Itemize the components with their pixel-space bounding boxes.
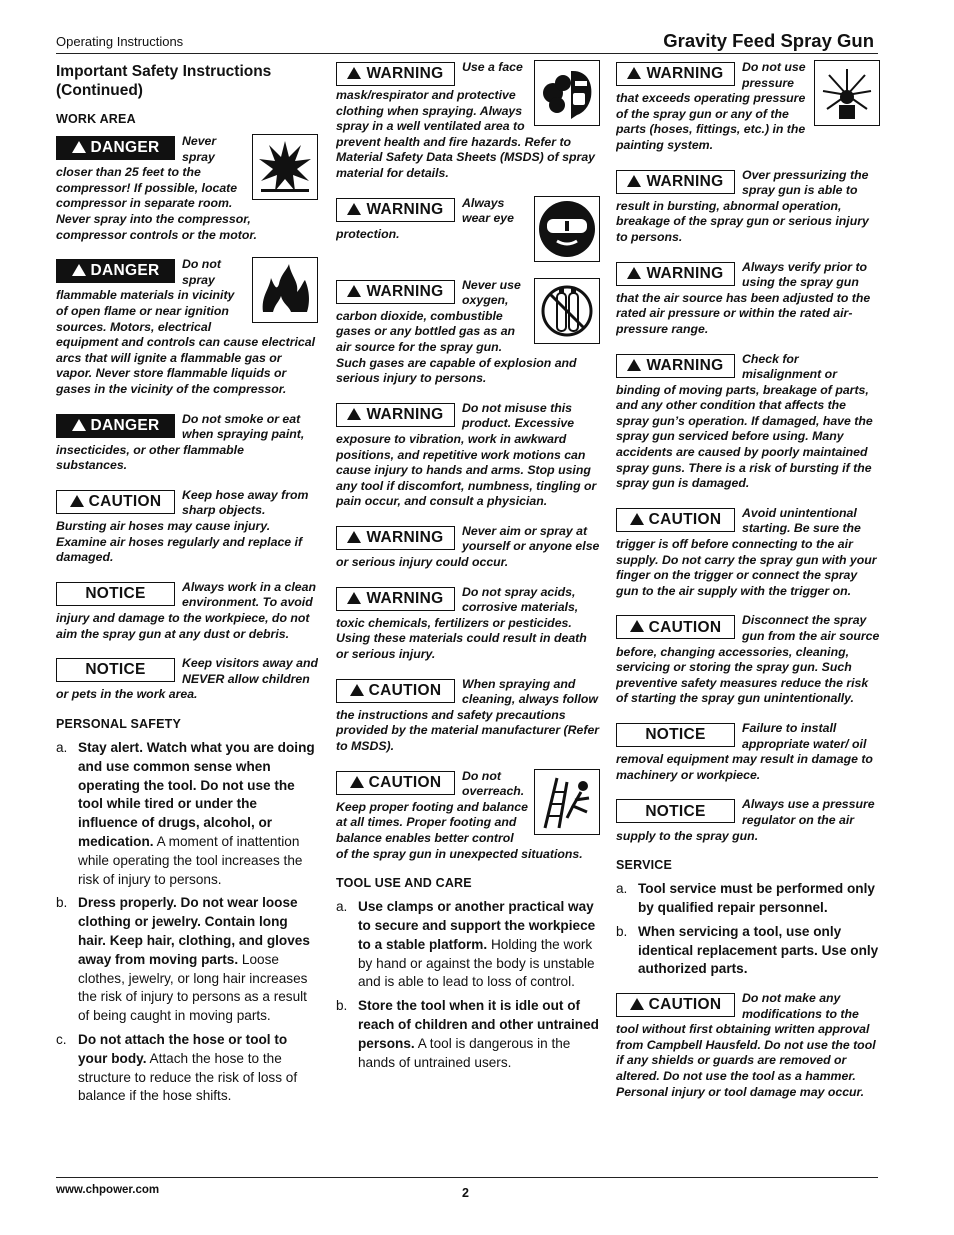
safety-block <box>336 278 600 387</box>
alert-triangle-icon <box>347 531 361 543</box>
alert-triangle-icon <box>630 513 644 525</box>
safety-block <box>336 196 600 264</box>
list-item: a. Use clamps or another practical way to secure and support the workpiece to a stable platform. Holding the work by hand or against the body is unstable and is able to lead to loss of control. <box>336 899 596 990</box>
alert-triangle-icon <box>347 203 361 215</box>
caution-badge: CAUTION <box>616 508 735 532</box>
ladder-fall-icon <box>534 769 600 835</box>
heading-service: SERVICE <box>616 858 673 873</box>
block-text: Check for misalignment or binding of moving parts, breakage of parts, and any other condition that affects the spray gun’s operation. If damaged, have the spray gun serviced before using. Many accidents are caused by poorly maintained spray guns. There is a risk of bursting if the spray gun is damaged. <box>616 351 873 491</box>
block-text: Always work in a clean environment. To avoid injury and damage to the workpiece, do not aim the spray gun at any dust or debris. <box>56 579 316 641</box>
warning-badge: WARNING <box>336 587 455 611</box>
caution-badge: CAUTION <box>336 679 455 703</box>
block-text: Never spray closer than 25 feet to the compressor! If possible, locate compressor in separate room. Never spray into the compressor, compressor controls or the motor. <box>56 134 257 242</box>
warning-badge: WARNING <box>616 262 735 286</box>
block-text: Do not overreach. Keep proper footing and balance at all times. Proper footing and balance enables better control of the spray gun in unexpected situations. <box>336 768 583 861</box>
safety-block <box>616 260 880 338</box>
safety-block <box>616 797 880 844</box>
page-number: 2 <box>462 1186 469 1200</box>
section-title: Important Safety Instructions (Continued) <box>56 63 272 99</box>
safety-block <box>616 991 880 1100</box>
notice-badge: NOTICE <box>56 582 175 606</box>
block-text: When spraying and cleaning, always follow the instructions and safety precautions provided by the material manufacturer (Refer to MSDS). <box>336 676 600 753</box>
column-1 <box>56 60 318 1118</box>
alert-triangle-icon <box>627 359 641 371</box>
safety-block <box>616 168 880 246</box>
warning-badge: WARNING <box>336 403 455 427</box>
block-text: Failure to install appropriate water/ oil removal equipment may result in damage to machinery or workpiece. <box>616 720 873 782</box>
safety-block <box>56 412 318 474</box>
alert-triangle-icon <box>72 141 86 153</box>
warning-badge: WARNING <box>616 62 735 86</box>
header-product-title: Gravity Feed Spray Gun <box>663 30 874 51</box>
safety-block <box>616 506 880 600</box>
alert-triangle-icon <box>347 408 361 420</box>
alert-triangle-icon <box>627 267 641 279</box>
block-text: Avoid unintentional starting. Be sure the trigger is off before connecting to the air supply. Do not carry the spray gun with your finger on the trigger or connect the spray gun to the air supply with the trigger on. <box>616 505 877 598</box>
list-item: b. Dress properly. Do not wear loose clothing or jewelry. Contain long hair. Keep hair, clothing, and gloves away from moving parts. Loose clothes, jewelry, or long hair increases the risk of injury to persons as a result of being caught in moving parts. <box>56 895 310 1024</box>
warning-badge: WARNING <box>616 354 735 378</box>
column-3 <box>616 60 880 1114</box>
safety-block <box>56 257 318 397</box>
block-text: Do not smoke or eat when spraying paint, insecticides, or other flammable substances. <box>56 411 305 473</box>
alert-triangle-icon <box>347 67 361 79</box>
block-text: Do not spray flammable materials in vicinity of open flame or near ignition sources. Motors, electrical equipment and controls can cause electrical arcs that will ignite a flammable gas or vapor. Never store flammable liquids or gases in the vicinity of the compressor. <box>56 257 316 396</box>
caution-badge: CAUTION <box>616 993 735 1017</box>
safety-block <box>616 60 880 154</box>
block-text: Over pressurizing the spray gun is able to result in bursting, abnormal operation, breakage of the spray gun or serious injury to persons. <box>616 167 869 244</box>
service-list <box>616 880 880 979</box>
block-text: Always wear eye protection. <box>336 195 514 241</box>
safety-block <box>336 60 600 182</box>
warning-badge: WARNING <box>336 526 455 550</box>
notice-badge: NOTICE <box>56 658 175 682</box>
heading-personal-safety: PERSONAL SAFETY <box>56 717 182 731</box>
safety-block <box>56 488 318 566</box>
safety-block <box>56 134 318 243</box>
header-rule <box>56 53 878 54</box>
safety-block <box>56 580 318 642</box>
block-text: Always verify prior to using the spray gun that the air source has been adjusted to the rated air pressure or within the rated air-pressure range. <box>616 259 871 336</box>
block-text: Never use oxygen, carbon dioxide, combustible gases or any bottled gas as an air source for the spray gun. Such gases are capable of explosion and serious injury to persons. <box>336 277 577 386</box>
warning-badge: WARNING <box>336 280 455 304</box>
safety-block <box>616 352 880 492</box>
alert-triangle-icon <box>350 776 364 788</box>
safety-block <box>336 769 600 863</box>
safety-block <box>336 401 600 510</box>
block-text: Keep visitors away and NEVER allow children or pets in the work area. <box>56 656 318 702</box>
danger-badge: DANGER <box>56 414 175 438</box>
column-2 <box>336 60 600 1084</box>
block-text: Keep hose away from sharp objects. Bursting air hoses may cause injury. Examine air hoses regularly and replace if damaged. <box>56 487 309 565</box>
block-text: Always use a pressure regulator on the air supply to the spray gun. <box>616 797 875 843</box>
warning-badge: WARNING <box>336 62 455 86</box>
alert-triangle-icon <box>627 67 641 79</box>
safety-block <box>616 721 880 783</box>
burst-icon <box>814 60 880 126</box>
caution-badge: CAUTION <box>56 490 175 514</box>
caution-badge: CAUTION <box>336 771 455 795</box>
block-text: Use a face mask/respirator and protective clothing when spraying. Always spray in a well ventilated area to prevent health and fire hazards. Refer to Material Safety Data Sheets (MSDS) of spray material for details. <box>336 60 595 180</box>
alert-triangle-icon <box>347 592 361 604</box>
fire-icon <box>252 257 318 323</box>
danger-badge: DANGER <box>56 136 175 160</box>
alert-triangle-icon <box>72 264 86 276</box>
no-gas-cylinder-icon <box>534 278 600 344</box>
alert-triangle-icon <box>630 620 644 632</box>
alert-triangle-icon <box>627 175 641 187</box>
safety-block <box>616 613 880 707</box>
list-item: b. Store the tool when it is idle out of reach of children and other untrained persons. A tool is dangerous in the hands of untrained users. <box>336 998 599 1070</box>
alert-triangle-icon <box>72 419 86 431</box>
safety-block <box>336 677 600 755</box>
list-item: a. Tool service must be performed only by qualified repair personnel. <box>616 881 875 915</box>
heading-tool-use: TOOL USE AND CARE <box>336 876 472 891</box>
list-item: a. Stay alert. Watch what you are doing and use common sense when operating the tool. Do not use the tool while tired or under the influence of drugs, alcohol, or medication. A moment of inattention while operating the tool increases the risk of injury to persons. <box>56 740 315 887</box>
header-section-label: Operating Instructions <box>56 34 184 49</box>
block-text: Never aim or spray at yourself or anyone else or serious injury could occur. <box>336 523 600 570</box>
safety-block <box>336 585 600 663</box>
eye-protection-icon <box>534 196 600 262</box>
heading-work-area: WORK AREA <box>56 112 136 126</box>
safety-block <box>56 656 318 703</box>
safety-block <box>336 524 600 571</box>
personal-safety-list <box>56 739 318 1106</box>
explosion-icon <box>252 134 318 200</box>
list-item: b. When servicing a tool, use only identical replacement parts. Use only authorized parts. <box>616 923 879 977</box>
notice-badge: NOTICE <box>616 723 735 747</box>
warning-badge: WARNING <box>616 170 735 194</box>
block-text: Disconnect the spray gun from the air source before, changing accessories, cleaning, servicing or storing the spray gun. Such preventive safety measures reduce the risk of starting the spray gun unintentionally. <box>616 613 880 706</box>
block-text: Do not misuse this product. Excessive exposure to vibration, work in awkward positions, and repetitive work motions can cause injury to hands and arms. Stop using any tool if discomfort, numbness, tingling or pain occur, and consult a physician. <box>336 400 597 509</box>
alert-triangle-icon <box>347 285 361 297</box>
block-text: Do not make any modifications to the tool without first obtaining written approval from Campbell Hausfeld. Do not use the tool if any shields or guards are removed or altered. Do not use the tool as a hammer. Personal injury or tool damage may occur. <box>616 991 876 1099</box>
block-text: Do not spray acids, corrosive materials, toxic chemicals, fertilizers or pesticides. Using these materials could result in death or serious injury. <box>336 584 587 662</box>
respirator-icon <box>534 60 600 126</box>
tool-use-list <box>336 898 600 1072</box>
block-text: Do not use pressure that exceeds operating pressure of the spray gun or any of the parts (hoses, fittings, etc.) in the painting system. <box>616 60 806 152</box>
caution-badge: CAUTION <box>616 615 735 639</box>
notice-badge: NOTICE <box>616 799 735 823</box>
footer-website-link[interactable]: www.chpower.com <box>56 1184 160 1196</box>
danger-badge: DANGER <box>56 259 175 283</box>
footer-rule <box>56 1177 878 1178</box>
warning-badge: WARNING <box>336 198 455 222</box>
alert-triangle-icon <box>630 998 644 1010</box>
alert-triangle-icon <box>70 495 84 507</box>
list-item: c. Do not attach the hose or tool to your body. Attach the hose to the structure to reduce the risk of loss of balance if the hose shifts. <box>56 1031 298 1104</box>
alert-triangle-icon <box>350 684 364 696</box>
